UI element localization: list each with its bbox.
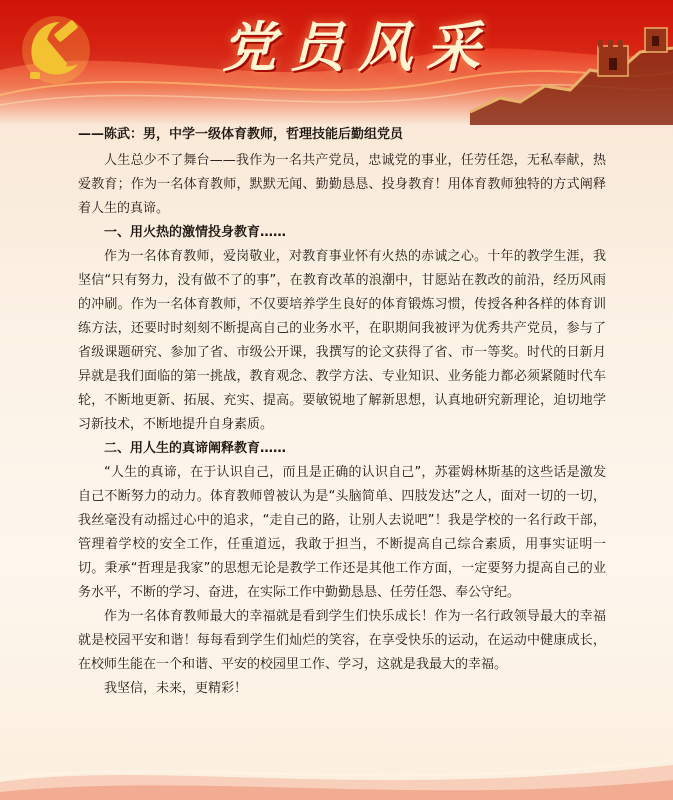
- closing-final-line: 我坚信，未来，更精彩！: [104, 681, 248, 696]
- page-title: 党员风采: [222, 15, 494, 79]
- hammer-sickle-icon: [22, 16, 90, 84]
- intro-paragraph: 人生总少不了舞台——我作为一名共产党员，忠诚党的事业，任劳任怨，无私奉献，热爱教育；作为一名体育教师，默默无闻、勤勤恳恳、投身教育！用体育教师独特的方式阐释着人生的真谛。: [78, 153, 606, 216]
- closing-paragraph: 作为一名体育教师最大的幸福就是看到学生们快乐成长！作为一名行政领导最大的幸福就是校园平安和谐！每每看到学生们灿烂的笑容，在享受快乐的运动，在运动中健康成长，在校师生能在一个和谐、平安的校园里工作、学习，这就是我最大的幸福。: [78, 609, 606, 672]
- footer-wave: [0, 720, 673, 800]
- section1-paragraph: 作为一名体育教师，爱岗敬业，对教育事业怀有火热的赤诚之心。十年的教学生涯，我坚信“只有努力，没有做不了的事”，在教育改革的浪潮中，甘愿站在教改的前沿，经历风雨的冲刷。作为一名体育教师，不仅要培养学生良好的体育锻炼习惯，传授各种各样的体育训练方法，还要时时刻刻不断提高自己的业务水平，在职期间我被评为优秀共产党员，参与了省级课题研究、参加了省、市级公开课，我撰写的论文获得了省、市一等奖。时代的日新月异就是我们面临的第一挑战，教育观念、教学方法、专业知识、业务能力都必须紧随时代车轮，不断地更新、拓展、充实、提高。要敏锐地了解新思想，认真地研究新理论，迫切地学习新技术，不断地提升自身素质。: [78, 249, 606, 432]
- header-banner: [0, 0, 673, 125]
- section1-heading: 一、用火热的激情投身教育……: [104, 225, 287, 240]
- section2-paragraph: “人生的真谛，在于认识自己，而且是正确的认识自己”，苏霍姆林斯基的这些话是激发自己不断努力的动力。体育教师曾被认为是“头脑简单、四肢发达”之人，面对一切的一切，我丝毫没有动摇过心中的追求，“走自己的路，让别人去说吧”！我是学校的一名行政干部，管理着学校的安全工作，任重道远，我敢于担当，不断提高自己综合素质，用事实证明一切。秉承“哲理是我家”的思想无论是教学工作还是其他工作方面，一定要努力提高自己的业务水平，不断的学习、奋进，在实际工作中勤勤恳恳、任劳任怨、奉公守纪。: [78, 465, 606, 600]
- article-body: [78, 123, 606, 701]
- author-line: ——陈武：男，中学一级体育教师，哲理技能后勤组党员: [78, 127, 404, 142]
- section2-heading: 二、用人生的真谛阐释教育……: [104, 441, 287, 456]
